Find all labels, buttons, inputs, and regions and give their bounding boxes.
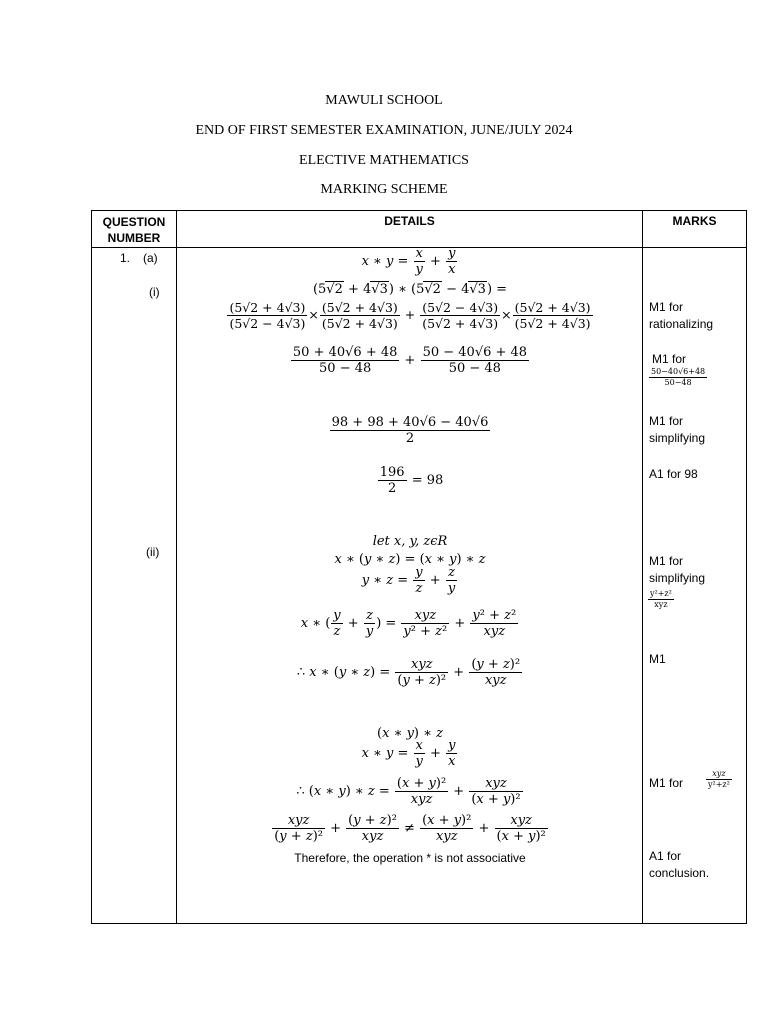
column-header-details: DETAILS [177, 211, 643, 248]
column-header-question: QUESTION NUMBER [92, 211, 177, 248]
marking-scheme-table [91, 210, 747, 924]
x-star-yz-expansion: x ∗ ( $\frac{y}{z}$ + $\frac{z}{y}$ ) = xyz y² + z² + y² + z² xyz [300, 608, 517, 639]
school-name: MAWULI SCHOOL [325, 93, 443, 108]
mark-simplifying-ii: M1 for simplifying [649, 554, 706, 585]
associativity-statement: x ∗ (y ∗ z) = (x ∗ y) ∗ z [334, 552, 486, 567]
question-part-i: (i) [149, 285, 160, 299]
rationalizing-step: $\frac{(5√2 + 4√3)}{(5√2 - 4√3)}$ × $\frac{(5√2 + 4√3)}{(5√2 + 4√3)}$ + $\frac{(5√2 - 4√3)}{(5√2 + 4√3)}$ × $\frac{(5√2 + 4√3)}{(5√2 + 4√3)}$ [229, 300, 591, 331]
y-star-z-equation: y ∗ z = $\frac{y}{z}$ + $\frac{z}{y}$ [361, 565, 456, 596]
mark-xyz: M1 for [649, 776, 684, 790]
question-number-cell [92, 248, 177, 924]
mark-simplifying: M1 for simplifying [649, 414, 706, 445]
exam-title: END OF FIRST SEMESTER EXAMINATION, JUNE/JULY 2024 [195, 123, 573, 138]
question-part-a: (a) [143, 251, 158, 265]
xy-star-z-result: ∴ (x ∗ y) ∗ z = (x + y)² xyz + xyz (x + y)² [296, 776, 521, 807]
question-number: 1. [120, 251, 131, 265]
mark-simplifying-ii-fraction: y²+z² xyz [650, 589, 672, 609]
expanded-step: $\frac{50 + 40√6 + 48}{50 - 48}$ + $\frac{50 - 40√6 + 48}{50 - 48}$ [292, 345, 528, 376]
column-header-marks: MARKS [643, 211, 747, 248]
conclusion-text: Therefore, the operation * is not associative [294, 851, 526, 865]
mark-expansion-fraction: $\frac{50-40√6+48}{50-48}$ [651, 367, 706, 387]
subject-title: ELECTIVE MATHEMATICS [299, 153, 469, 168]
definition-equation: x ∗ y = $\frac{x}{y}$ + $\frac{y}{x}$ [361, 246, 456, 277]
mark-rationalizing: M1 for rationalizing [649, 300, 714, 331]
let-statement: let x, y, zϵR [372, 534, 448, 549]
table-row [92, 248, 747, 924]
mark-m1: M1 [649, 652, 666, 666]
mark-xyz-fraction: xyz y²+z² [708, 769, 730, 789]
x-star-yz-result: ∴ x ∗ (y ∗ z) = xyz (y + z)² + (y + z)² xyz [296, 657, 521, 688]
operation-statement: (5√2 + 4√3) ∗ (5√2 − 4√3) = [312, 282, 508, 297]
document-type: MARKING SCHEME [320, 182, 448, 197]
inequality-comparison: xyz (y + z)² + (y + z)² xyz ≠ (x + y)² xyz + xyz (x + y)² [274, 813, 546, 844]
mark-result: A1 for 98 [649, 467, 698, 481]
mark-conclusion: A1 for conclusion. [649, 849, 710, 880]
simplified-step: $\frac{98 + 98 + 40√6 - 40√6}{2}$ [331, 415, 489, 446]
xy-star-z-statement: (x ∗ y) ∗ z [377, 726, 443, 741]
result-step: $\frac{196}{2}$ = 98 [379, 465, 444, 496]
marks-cell [643, 248, 747, 924]
table-header-row [92, 211, 747, 248]
question-part-ii: (ii) [146, 545, 160, 559]
x-star-y-equation: x ∗ y = $\frac{x}{y}$ + $\frac{y}{x}$ [361, 738, 456, 769]
mark-expansion: M1 for [652, 352, 687, 366]
details-cell [177, 248, 643, 924]
